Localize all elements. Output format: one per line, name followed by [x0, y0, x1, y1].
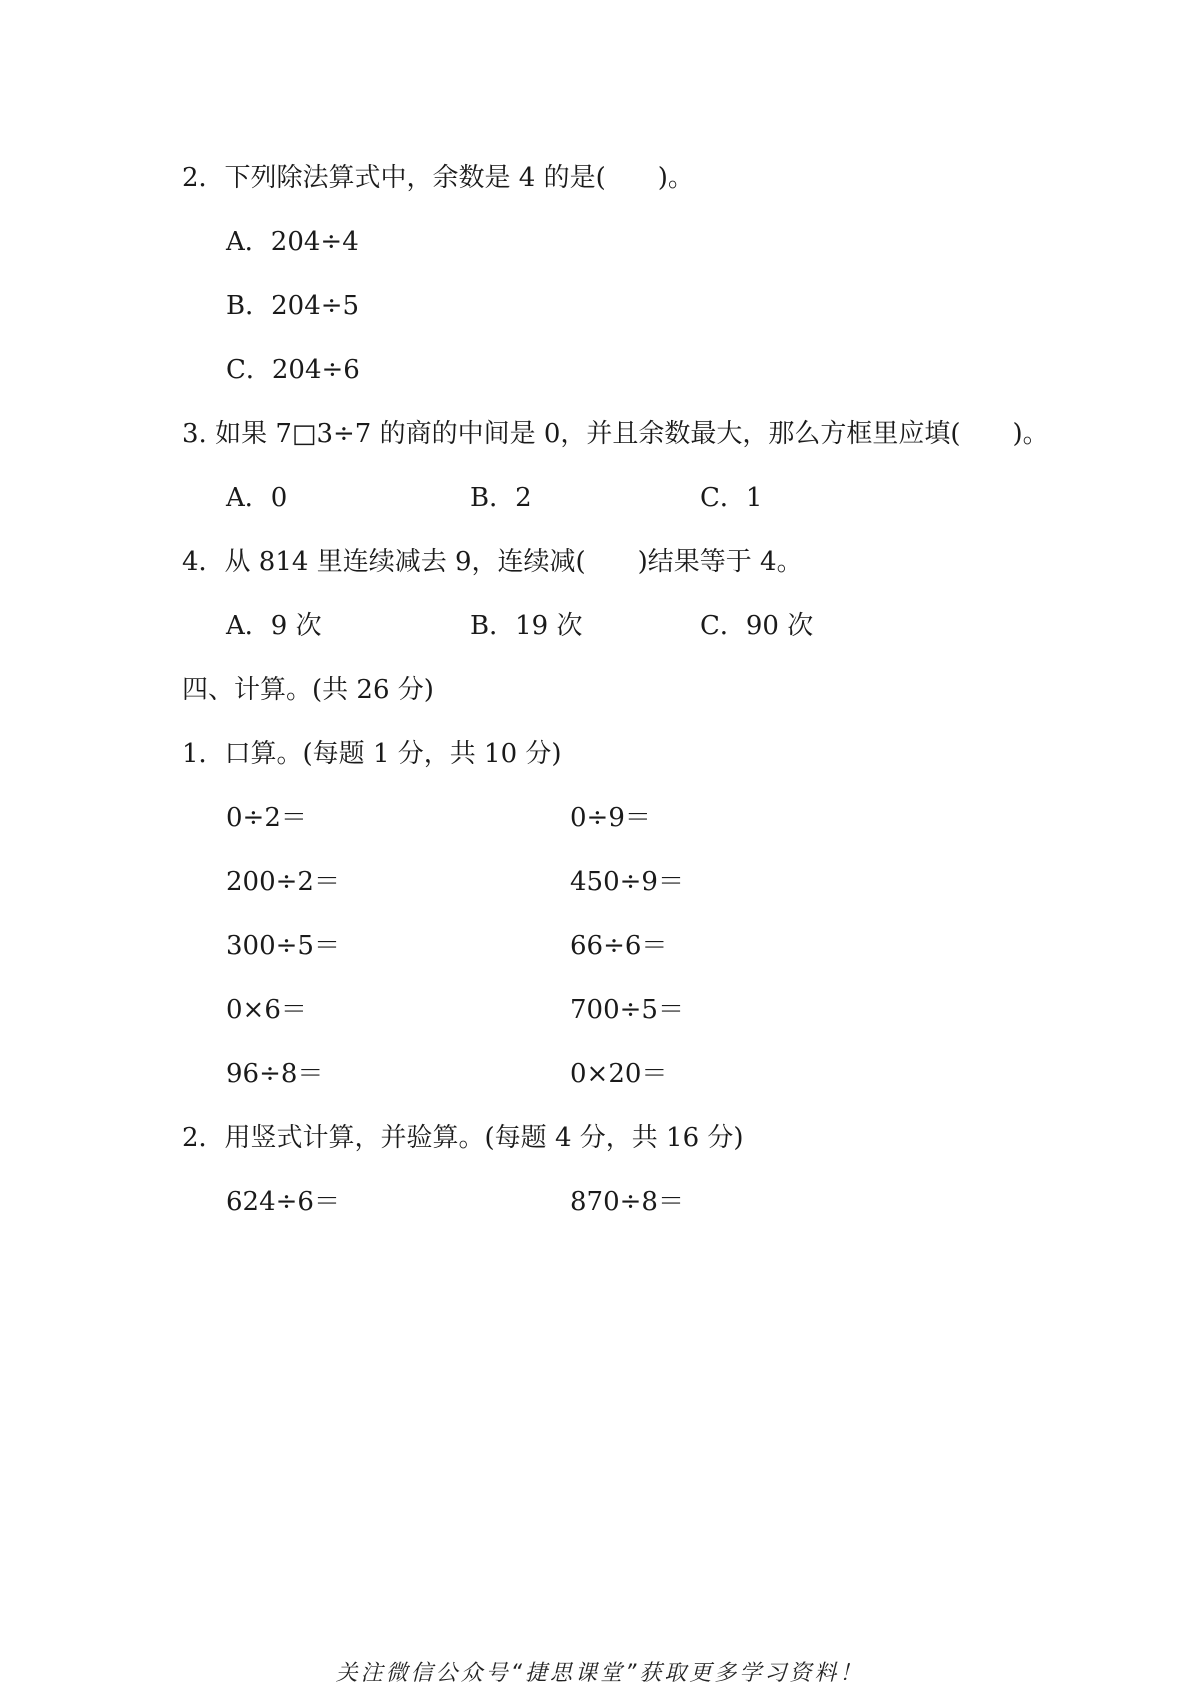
q4-stem: 4．从 814 里连续减去 9，连续减( )结果等于 4。: [182, 547, 803, 577]
part2-title: 2．用竖式计算，并验算。(每题 4 分，共 16 分): [182, 1123, 744, 1153]
q3-option-c: C．1: [700, 483, 763, 513]
oral-calc-0-left: 0÷2＝: [226, 803, 307, 833]
section4-title: 四、计算。(共 26 分): [182, 675, 434, 705]
oral-calc-4-right: 0×20＝: [570, 1059, 668, 1089]
q3-option-a: A．0: [226, 483, 288, 513]
part1-title: 1．口算。(每题 1 分，共 10 分): [182, 739, 562, 769]
q4-option-a: A．9 次: [226, 611, 322, 641]
oral-calc-1-right: 450÷9＝: [570, 867, 684, 897]
oral-calc-2-left: 300÷5＝: [226, 931, 340, 961]
q4-option-b: B．19 次: [470, 611, 583, 641]
q3-option-b: B．2: [470, 483, 532, 513]
oral-calc-1-left: 200÷2＝: [226, 867, 340, 897]
q2-stem: 2．下列除法算式中，余数是 4 的是( )。: [182, 163, 694, 193]
oral-calc-3-right: 700÷5＝: [570, 995, 684, 1025]
oral-calc-4-left: 96÷8＝: [226, 1059, 324, 1089]
q2-option-a: A．204÷4: [226, 227, 359, 257]
vertical-calc-0-right: 870÷8＝: [570, 1187, 684, 1217]
vertical-calc-0-left: 624÷6＝: [226, 1187, 340, 1217]
q4-option-c: C．90 次: [700, 611, 814, 641]
q2-option-b: B．204÷5: [226, 291, 360, 321]
oral-calc-2-right: 66÷6＝: [570, 931, 668, 961]
oral-calc-3-left: 0×6＝: [226, 995, 307, 1025]
oral-calc-0-right: 0÷9＝: [570, 803, 651, 833]
q2-option-c: C．204÷6: [226, 355, 360, 385]
q3-stem: 3. 如果 7□3÷7 的商的中间是 0，并且余数最大，那么方框里应填( )。: [182, 419, 1049, 449]
footer-note: 关注微信公众号“捷思课堂”获取更多学习资料！: [335, 1661, 865, 1686]
